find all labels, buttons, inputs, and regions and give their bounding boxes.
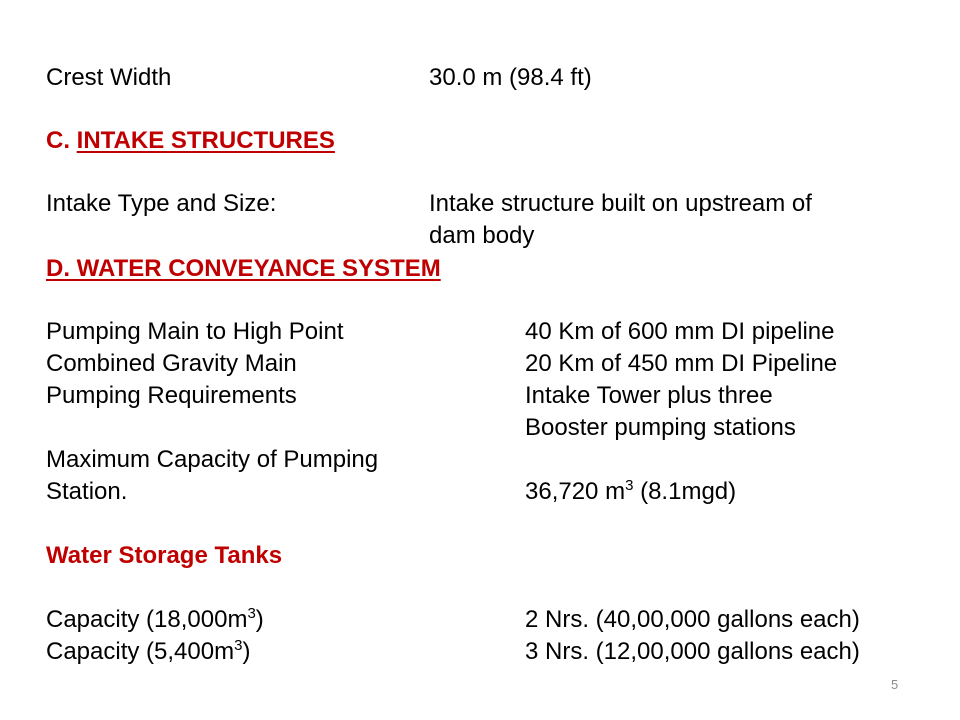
conveyance-value: Intake Tower plus three [525,382,773,409]
conveyance-value: 40 Km of 600 mm DI pipeline [525,318,835,345]
storage-row-value: 3 Nrs. (12,00,000 gallons each) [525,638,860,665]
storage-row-label [46,605,264,635]
intake-label: Intake Type and Size: [46,190,277,217]
storage-label-text: Capacity (5,400m [46,638,235,665]
crest-width-value: 30.0 m (98.4 ft) [429,64,592,91]
conveyance-label: Pumping Main to High Point [46,318,344,345]
storage-label-close: ) [255,606,264,633]
max-capacity-unit: (8.1mgd) [633,478,737,505]
storage-row-label [46,637,250,667]
max-capacity-value [525,477,736,507]
section-c-prefix: C. [46,127,77,154]
max-capacity-label-line2: Station. [46,478,128,505]
storage-label-close: ) [242,638,251,665]
storage-label-superscript: 3 [234,637,243,654]
crest-width-label: Crest Width [46,64,172,91]
intake-value-line1: Intake structure built on upstream of [429,190,812,217]
intake-value-line2: dam body [429,222,535,249]
conveyance-label: Pumping Requirements [46,382,297,409]
page-number: 5 [891,677,899,692]
section-c-heading [46,126,335,156]
max-capacity-number: 36,720 m [525,478,626,505]
conveyance-label: Combined Gravity Main [46,350,297,377]
storage-label-superscript: 3 [247,605,256,622]
storage-heading: Water Storage Tanks [46,542,283,569]
section-c-title: INTAKE STRUCTURES [76,127,335,154]
conveyance-value: 20 Km of 450 mm DI Pipeline [525,350,838,377]
conveyance-value: Booster pumping stations [525,414,796,441]
section-d-heading: D. WATER CONVEYANCE SYSTEM [46,255,441,282]
max-capacity-superscript: 3 [625,477,634,494]
storage-label-text: Capacity (18,000m [46,606,248,633]
max-capacity-label-line1: Maximum Capacity of Pumping [46,446,379,473]
storage-row-value: 2 Nrs. (40,00,000 gallons each) [525,606,860,633]
